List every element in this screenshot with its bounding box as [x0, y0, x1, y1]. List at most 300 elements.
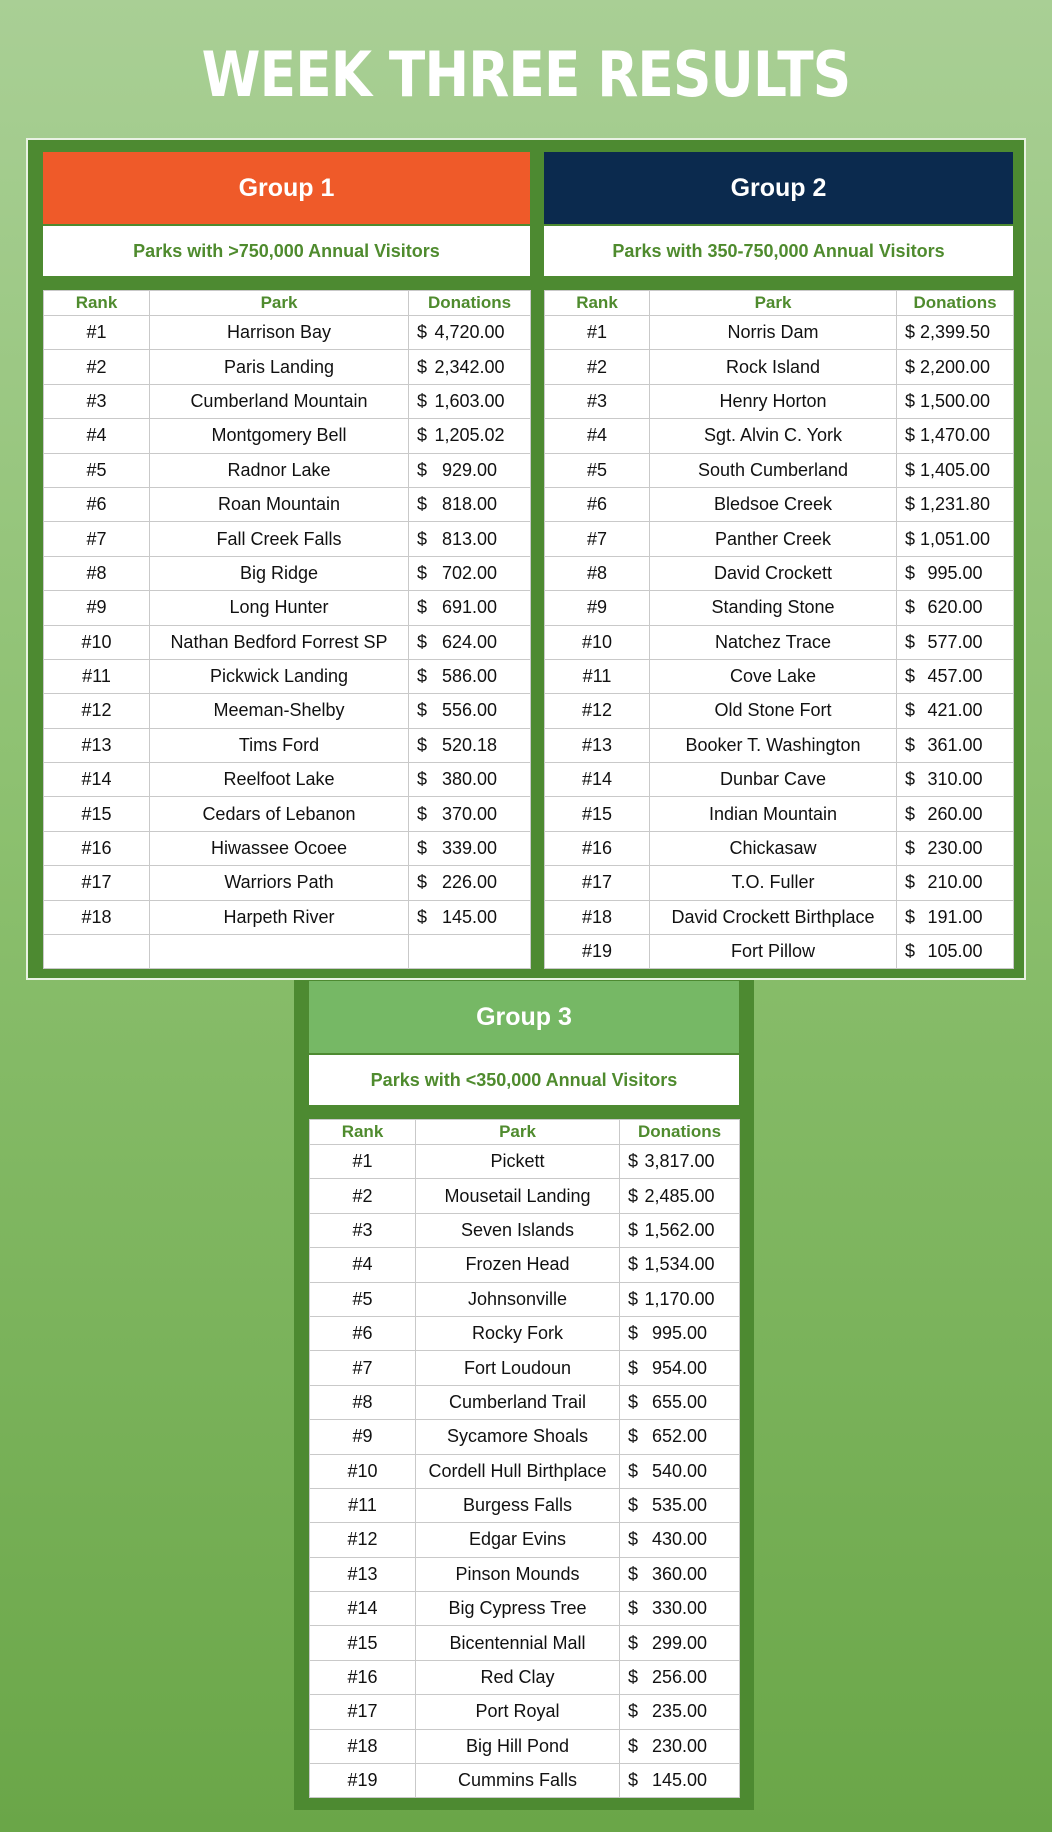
currency-symbol: $: [417, 803, 428, 824]
park-cell: Fall Creek Falls: [150, 522, 409, 556]
donation-amount: 360.00: [651, 1563, 708, 1584]
donation-amount: 230.00: [651, 1735, 708, 1756]
currency-symbol: $: [417, 872, 428, 893]
rank-cell: #3: [44, 384, 150, 418]
donation-amount: 929.00: [441, 459, 498, 480]
currency-symbol: $: [628, 1495, 639, 1516]
park-cell: Meeman-Shelby: [150, 694, 409, 728]
currency-symbol: $: [628, 1323, 639, 1344]
donation-cell: [620, 1695, 740, 1729]
park-cell: Nathan Bedford Forrest SP: [150, 625, 409, 659]
currency-symbol: $: [628, 1701, 639, 1722]
table-row: [545, 900, 1014, 934]
donation-amount: 2,200.00: [919, 356, 991, 377]
donation-amount: 260.00: [927, 803, 983, 824]
donation-amount: 1,405.00: [919, 459, 991, 480]
donation-cell: [409, 900, 531, 934]
donation-amount: 1,205.02: [434, 425, 505, 446]
currency-symbol: $: [628, 1185, 639, 1206]
donation-amount: 620.00: [927, 597, 983, 618]
group-2-subtitle: Parks with 350-750,000 Annual Visitors: [544, 226, 1013, 276]
rank-cell: #7: [310, 1351, 416, 1385]
donation-amount: 691.00: [441, 597, 498, 618]
table-row: [310, 1454, 740, 1488]
rank-column-header: Rank: [310, 1120, 416, 1145]
currency-symbol: $: [628, 1770, 639, 1791]
donation-amount: 370.00: [441, 803, 498, 824]
donation-amount: 520.18: [441, 734, 498, 755]
group-1-table: [43, 290, 531, 969]
rank-cell: #18: [310, 1729, 416, 1763]
table-row: [545, 522, 1014, 556]
table-row: [44, 453, 531, 487]
group-1-header: Group 1: [43, 152, 530, 224]
rank-cell: #1: [545, 316, 650, 350]
park-cell: Panther Creek: [650, 522, 897, 556]
rank-cell: #5: [310, 1282, 416, 1316]
rank-cell: #8: [310, 1385, 416, 1419]
currency-symbol: $: [417, 734, 428, 755]
table-row: [545, 694, 1014, 728]
table-row: [310, 1764, 740, 1798]
donation-cell: [897, 866, 1014, 900]
donation-cell: [897, 556, 1014, 590]
table-row: [545, 591, 1014, 625]
park-cell: Paris Landing: [150, 350, 409, 384]
table-row: [310, 1729, 740, 1763]
donation-cell: [409, 935, 531, 969]
table-row: [310, 1145, 740, 1179]
group-1-subtitle: Parks with >750,000 Annual Visitors: [43, 226, 530, 276]
donation-cell: [409, 522, 531, 556]
park-cell: Standing Stone: [650, 591, 897, 625]
rank-cell: #9: [44, 591, 150, 625]
donation-amount: 1,500.00: [919, 390, 991, 411]
currency-symbol: $: [628, 1219, 639, 1240]
currency-symbol: $: [905, 941, 916, 962]
currency-symbol: $: [417, 769, 428, 790]
park-cell: Harrison Bay: [150, 316, 409, 350]
donation-cell: [897, 831, 1014, 865]
donation-cell: [620, 1179, 740, 1213]
rank-cell: #16: [545, 831, 650, 865]
donation-cell: [897, 453, 1014, 487]
rank-cell: #8: [545, 556, 650, 590]
donation-amount: 1,170.00: [644, 1288, 715, 1309]
park-cell: Sgt. Alvin C. York: [650, 419, 897, 453]
donation-cell: [620, 1351, 740, 1385]
park-cell: South Cumberland: [650, 453, 897, 487]
table-row: [44, 522, 531, 556]
table-row: [310, 1660, 740, 1694]
currency-symbol: $: [905, 872, 916, 893]
donation-amount: 226.00: [441, 872, 498, 893]
donation-cell: [620, 1592, 740, 1626]
currency-symbol: $: [628, 1288, 639, 1309]
donation-amount: 210.00: [927, 872, 983, 893]
donation-cell: [409, 350, 531, 384]
currency-symbol: $: [905, 562, 916, 583]
park-column-header: Park: [150, 291, 409, 316]
rank-cell: #14: [545, 763, 650, 797]
group-2-header: Group 2: [544, 152, 1013, 224]
currency-symbol: $: [905, 322, 916, 343]
currency-symbol: $: [417, 322, 428, 343]
table-row: [545, 350, 1014, 384]
table-row: [44, 556, 531, 590]
donation-cell: [897, 591, 1014, 625]
currency-symbol: $: [628, 1151, 639, 1172]
park-cell: Edgar Evins: [416, 1523, 620, 1557]
table-row: [44, 350, 531, 384]
park-cell: Cordell Hull Birthplace: [416, 1454, 620, 1488]
donation-amount: 818.00: [441, 494, 498, 515]
park-cell: Sycamore Shoals: [416, 1420, 620, 1454]
table-row: [310, 1213, 740, 1247]
park-cell: Frozen Head: [416, 1248, 620, 1282]
table-row: [545, 556, 1014, 590]
donation-cell: [897, 419, 1014, 453]
currency-symbol: $: [905, 838, 916, 859]
rank-cell: #15: [310, 1626, 416, 1660]
rank-cell: #11: [44, 659, 150, 693]
park-cell: Dunbar Cave: [650, 763, 897, 797]
table-row: [44, 900, 531, 934]
currency-symbol: $: [905, 356, 916, 377]
donation-cell: [409, 659, 531, 693]
park-cell: Old Stone Fort: [650, 694, 897, 728]
donation-cell: [409, 694, 531, 728]
donation-amount: 813.00: [441, 528, 498, 549]
park-cell: Indian Mountain: [650, 797, 897, 831]
donation-amount: 1,562.00: [644, 1219, 715, 1240]
rank-cell: #2: [310, 1179, 416, 1213]
donation-amount: 421.00: [927, 700, 983, 721]
currency-symbol: $: [417, 390, 428, 411]
rank-cell: #12: [545, 694, 650, 728]
currency-symbol: $: [905, 769, 916, 790]
donation-cell: [409, 316, 531, 350]
donation-cell: [620, 1764, 740, 1798]
park-cell: Seven Islands: [416, 1213, 620, 1247]
table-row: [44, 935, 531, 969]
donation-cell: [897, 625, 1014, 659]
donation-cell: [620, 1523, 740, 1557]
table-row: [44, 625, 531, 659]
donation-cell: [409, 419, 531, 453]
park-cell: Cumberland Trail: [416, 1385, 620, 1419]
park-cell: Montgomery Bell: [150, 419, 409, 453]
currency-symbol: $: [905, 528, 916, 549]
donation-cell: [620, 1729, 740, 1763]
park-cell: Harpeth River: [150, 900, 409, 934]
rank-cell: #13: [44, 728, 150, 762]
donation-amount: 624.00: [441, 631, 498, 652]
donation-cell: [409, 487, 531, 521]
donation-amount: 457.00: [927, 666, 983, 687]
donation-cell: [620, 1626, 740, 1660]
table-row: [545, 831, 1014, 865]
currency-symbol: $: [905, 906, 916, 927]
table-row: [44, 419, 531, 453]
currency-symbol: $: [628, 1529, 639, 1550]
group-2-table: [544, 290, 1014, 969]
group-3-table: [309, 1119, 740, 1798]
park-cell: Big Cypress Tree: [416, 1592, 620, 1626]
rank-cell: #3: [545, 384, 650, 418]
donation-cell: [409, 866, 531, 900]
currency-symbol: $: [905, 459, 916, 480]
rank-cell: #3: [310, 1213, 416, 1247]
currency-symbol: $: [628, 1460, 639, 1481]
donation-cell: [620, 1282, 740, 1316]
rank-cell: #10: [310, 1454, 416, 1488]
donation-amount: 1,051.00: [919, 528, 991, 549]
park-cell: David Crockett: [650, 556, 897, 590]
table-row: [310, 1695, 740, 1729]
currency-symbol: $: [628, 1667, 639, 1688]
donation-amount: 235.00: [651, 1701, 708, 1722]
donation-amount: 2,342.00: [434, 356, 505, 377]
currency-symbol: $: [417, 528, 428, 549]
donation-amount: 995.00: [651, 1323, 708, 1344]
currency-symbol: $: [905, 700, 916, 721]
park-cell: Rock Island: [650, 350, 897, 384]
rank-cell: #19: [310, 1764, 416, 1798]
donation-cell: [897, 694, 1014, 728]
currency-symbol: $: [905, 390, 916, 411]
currency-symbol: $: [417, 459, 428, 480]
donations-column-header: Donations: [897, 291, 1014, 316]
rank-cell: #7: [545, 522, 650, 556]
park-cell: Pinson Mounds: [416, 1557, 620, 1591]
donation-amount: 105.00: [927, 941, 983, 962]
rank-cell: #12: [310, 1523, 416, 1557]
donation-cell: [897, 900, 1014, 934]
donation-amount: 995.00: [927, 562, 983, 583]
table-row: [44, 487, 531, 521]
donation-amount: 702.00: [441, 562, 498, 583]
park-cell: Tims Ford: [150, 728, 409, 762]
park-cell: Chickasaw: [650, 831, 897, 865]
rank-cell: #18: [545, 900, 650, 934]
currency-symbol: $: [905, 425, 916, 446]
donation-amount: 145.00: [441, 906, 498, 927]
table-row: [545, 384, 1014, 418]
park-cell: Bicentennial Mall: [416, 1626, 620, 1660]
currency-symbol: $: [628, 1598, 639, 1619]
currency-symbol: $: [417, 597, 428, 618]
rank-cell: #10: [545, 625, 650, 659]
rank-cell: #4: [44, 419, 150, 453]
table-row: [310, 1316, 740, 1350]
park-cell: Johnsonville: [416, 1282, 620, 1316]
donation-cell: [409, 728, 531, 762]
table-row: [545, 935, 1014, 969]
park-column-header: Park: [416, 1120, 620, 1145]
table-row: [310, 1248, 740, 1282]
table-row: [310, 1488, 740, 1522]
currency-symbol: $: [905, 597, 916, 618]
table-row: [310, 1592, 740, 1626]
donation-amount: 3,817.00: [644, 1151, 715, 1172]
rank-cell: #10: [44, 625, 150, 659]
donation-cell: [897, 763, 1014, 797]
table-row: [310, 1626, 740, 1660]
donation-amount: 361.00: [927, 734, 983, 755]
table-row: [310, 1179, 740, 1213]
table-row: [310, 1351, 740, 1385]
table-row: [545, 866, 1014, 900]
group-2-panel: [544, 152, 1013, 969]
donation-amount: 191.00: [927, 906, 983, 927]
rank-cell: #9: [545, 591, 650, 625]
table-row: [44, 316, 531, 350]
group-3-header: Group 3: [309, 981, 739, 1053]
park-cell: Rocky Fork: [416, 1316, 620, 1350]
rank-cell: #2: [545, 350, 650, 384]
donation-amount: 4,720.00: [434, 322, 505, 343]
park-cell: Cumberland Mountain: [150, 384, 409, 418]
currency-symbol: $: [417, 700, 428, 721]
table-row: [545, 728, 1014, 762]
currency-symbol: $: [628, 1426, 639, 1447]
park-cell: Red Clay: [416, 1660, 620, 1694]
table-row: [44, 866, 531, 900]
donation-amount: 535.00: [651, 1495, 708, 1516]
park-cell: [150, 935, 409, 969]
table-row: [545, 487, 1014, 521]
rank-cell: #13: [545, 728, 650, 762]
currency-symbol: $: [628, 1632, 639, 1653]
donation-amount: 380.00: [441, 769, 498, 790]
rank-cell: #16: [310, 1660, 416, 1694]
rank-cell: #17: [545, 866, 650, 900]
donation-amount: 430.00: [651, 1529, 708, 1550]
rank-cell: #4: [545, 419, 650, 453]
currency-symbol: $: [417, 425, 428, 446]
currency-symbol: $: [417, 356, 428, 377]
rank-column-header: Rank: [44, 291, 150, 316]
park-cell: Big Hill Pond: [416, 1729, 620, 1763]
donation-cell: [409, 453, 531, 487]
table-row: [545, 625, 1014, 659]
table-row: [44, 763, 531, 797]
park-cell: Fort Loudoun: [416, 1351, 620, 1385]
donation-amount: 540.00: [651, 1460, 708, 1481]
rank-cell: #5: [44, 453, 150, 487]
table-row: [44, 694, 531, 728]
currency-symbol: $: [417, 494, 428, 515]
park-cell: Booker T. Washington: [650, 728, 897, 762]
park-cell: Bledsoe Creek: [650, 487, 897, 521]
park-cell: Norris Dam: [650, 316, 897, 350]
rank-cell: #14: [44, 763, 150, 797]
table-row: [44, 384, 531, 418]
table-row: [310, 1420, 740, 1454]
rank-cell: #17: [44, 866, 150, 900]
donation-amount: 586.00: [441, 666, 498, 687]
donation-cell: [620, 1248, 740, 1282]
currency-symbol: $: [905, 494, 916, 515]
rank-cell: #1: [44, 316, 150, 350]
currency-symbol: $: [628, 1254, 639, 1275]
rank-cell: #11: [310, 1488, 416, 1522]
donation-amount: 577.00: [927, 631, 983, 652]
donation-amount: 1,470.00: [919, 425, 991, 446]
currency-symbol: $: [905, 631, 916, 652]
table-row: [310, 1282, 740, 1316]
donations-column-header: Donations: [409, 291, 531, 316]
park-cell: Cove Lake: [650, 659, 897, 693]
rank-cell: #11: [545, 659, 650, 693]
currency-symbol: $: [628, 1735, 639, 1756]
currency-symbol: $: [417, 562, 428, 583]
donation-cell: [620, 1213, 740, 1247]
donation-cell: [409, 591, 531, 625]
page-title: WEEK THREE RESULTS: [201, 38, 851, 111]
currency-symbol: $: [417, 906, 428, 927]
park-cell: Natchez Trace: [650, 625, 897, 659]
rank-cell: #19: [545, 935, 650, 969]
donation-cell: [620, 1385, 740, 1419]
donation-cell: [620, 1145, 740, 1179]
rank-cell: #2: [44, 350, 150, 384]
rank-cell: #16: [44, 831, 150, 865]
table-row: [44, 797, 531, 831]
donation-amount: 1,603.00: [434, 390, 505, 411]
rank-cell: #6: [44, 487, 150, 521]
donation-amount: 1,231.80: [919, 494, 991, 515]
donation-amount: 954.00: [651, 1357, 708, 1378]
donation-amount: 2,485.00: [644, 1185, 715, 1206]
donation-cell: [409, 625, 531, 659]
donation-amount: 330.00: [651, 1598, 708, 1619]
donation-cell: [897, 797, 1014, 831]
currency-symbol: $: [905, 803, 916, 824]
park-cell: Roan Mountain: [150, 487, 409, 521]
currency-symbol: $: [905, 734, 916, 755]
table-row: [44, 591, 531, 625]
currency-symbol: $: [628, 1357, 639, 1378]
table-row: [44, 659, 531, 693]
park-cell: Hiwassee Ocoee: [150, 831, 409, 865]
table-row: [44, 728, 531, 762]
table-row: [545, 316, 1014, 350]
table-header-row: [310, 1120, 740, 1145]
table-row: [545, 419, 1014, 453]
park-cell: David Crockett Birthplace: [650, 900, 897, 934]
donation-amount: 310.00: [927, 769, 983, 790]
donation-amount: 556.00: [441, 700, 498, 721]
table-header-row: [44, 291, 531, 316]
park-cell: Reelfoot Lake: [150, 763, 409, 797]
currency-symbol: $: [905, 666, 916, 687]
park-cell: Big Ridge: [150, 556, 409, 590]
park-cell: Port Royal: [416, 1695, 620, 1729]
currency-symbol: $: [417, 631, 428, 652]
donation-cell: [620, 1316, 740, 1350]
table-header-row: [545, 291, 1014, 316]
park-cell: Warriors Path: [150, 866, 409, 900]
group-1-panel: [43, 152, 530, 969]
donation-cell: [620, 1660, 740, 1694]
table-row: [545, 659, 1014, 693]
donation-amount: 145.00: [651, 1770, 708, 1791]
rank-cell: #18: [44, 900, 150, 934]
rank-cell: #13: [310, 1557, 416, 1591]
park-cell: T.O. Fuller: [650, 866, 897, 900]
